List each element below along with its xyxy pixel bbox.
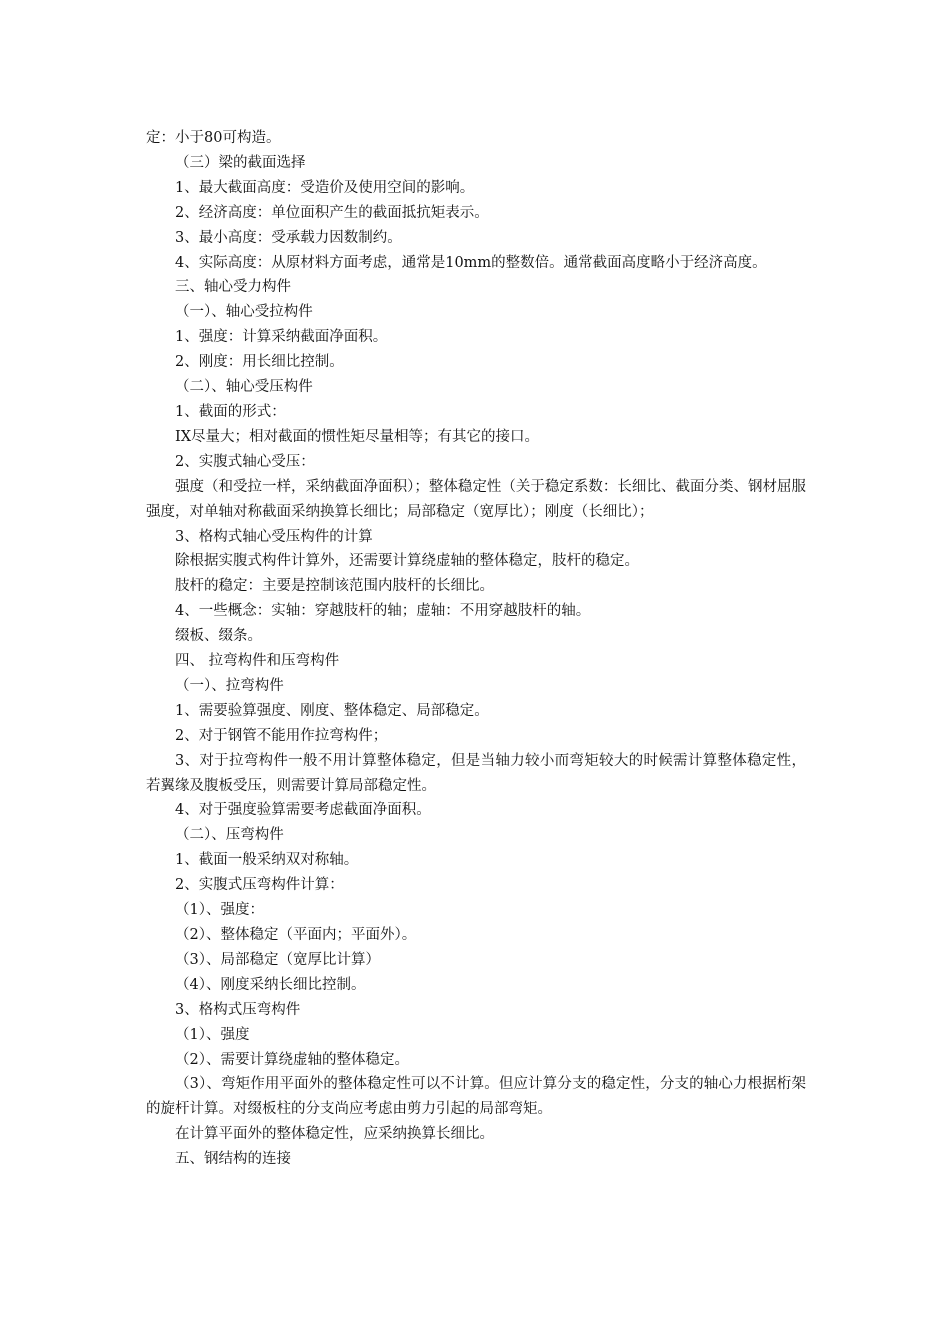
paragraph: 1、截面的形式：: [175, 403, 286, 420]
paragraph: 1、截面一般采纳双对称轴。: [175, 852, 359, 869]
paragraph: 4、实际高度：从原材料方面考虑，通常是10mm的整数倍。通常截面高度略小于经济高度。: [175, 254, 767, 271]
paragraph: 1、最大截面高度：受造价及使用空间的影响。: [175, 179, 475, 196]
section-heading: （二）、压弯构件: [175, 827, 284, 844]
paragraph: 2、对于钢管不能用作拉弯构件；: [175, 727, 388, 744]
paragraph: 1、需要验算强度、刚度、整体稳定、局部稳定。: [175, 702, 489, 719]
paragraph: （1）、强度: [175, 1026, 250, 1043]
paragraph: （4）、刚度采纳长细比控制。: [175, 976, 366, 993]
section-heading: 五、钢结构的连接: [175, 1151, 291, 1168]
paragraph: （3）、局部稳定（宽厚比计算）: [175, 951, 380, 968]
paragraph: 强度（和受拉一样，采纳截面净面积）；整体稳定性（关于稳定系数：长细比、截面分类、钢材屈服强度，对单轴对称截面采纳换算长细比；局部稳定（宽厚比）；刚度（长细比）；: [146, 478, 806, 520]
paragraph: （3）、弯矩作用平面外的整体稳定性可以不计算。但应计算分支的稳定性，分支的轴心力根据桁架的旋杆计算。对缀板柱的分支尚应考虑由剪力引起的局部弯矩。: [146, 1076, 806, 1118]
paragraph: 2、刚度：用长细比控制。: [175, 354, 344, 371]
paragraph: 2、实腹式压弯构件计算：: [175, 877, 344, 894]
paragraph: （1）、强度：: [175, 902, 264, 919]
document-page: [146, 126, 806, 1172]
paragraph: 2、经济高度：单位面积产生的截面抵抗矩表示。: [175, 204, 489, 221]
paragraph: 3、对于拉弯构件一般不用计算整体稳定，但是当轴力较小而弯矩较大的时候需计算整体稳定性，若翼缘及腹板受压，则需要计算局部稳定性。: [146, 752, 806, 794]
paragraph: 在计算平面外的整体稳定性，应采纳换算长细比。: [175, 1126, 494, 1143]
section-heading: （三）梁的截面选择: [175, 154, 306, 171]
paragraph: IX尽量大；相对截面的惯性矩尽量相等；有其它的接口。: [175, 428, 540, 445]
paragraph: （2）、整体稳定（平面内；平面外）。: [175, 927, 417, 943]
section-heading: 四、 拉弯构件和压弯构件: [175, 653, 340, 670]
section-heading: 三、轴心受力构件: [175, 279, 291, 296]
section-heading: （二）、轴心受压构件: [175, 379, 313, 396]
paragraph: 除根据实腹式构件计算外，还需要计算绕虚轴的整体稳定，肢杆的稳定。: [175, 553, 639, 570]
paragraph: 3、格构式轴心受压构件的计算: [175, 528, 373, 545]
paragraph: 4、对于强度验算需要考虑截面净面积。: [175, 802, 431, 819]
paragraph: 3、最小高度：受承载力因数制约。: [175, 229, 402, 246]
paragraph: 肢杆的稳定：主要是控制该范围内肢杆的长细比。: [175, 578, 494, 595]
paragraph: （2）、需要计算绕虚轴的整体稳定。: [175, 1051, 409, 1068]
paragraph: 2、实腹式轴心受压：: [175, 453, 315, 470]
paragraph: 缀板、缀条。: [175, 628, 262, 645]
section-heading: （一）、拉弯构件: [175, 677, 284, 694]
paragraph: 1、强度：计算采纳截面净面积。: [175, 329, 388, 346]
paragraph: 定：小于80可构造。: [146, 130, 281, 146]
paragraph: 3、格构式压弯构件: [175, 1001, 301, 1018]
paragraph: 4、一些概念：实轴：穿越肢杆的轴；虚轴：不用穿越肢杆的轴。: [175, 603, 591, 620]
section-heading: （一）、轴心受拉构件: [175, 304, 313, 321]
